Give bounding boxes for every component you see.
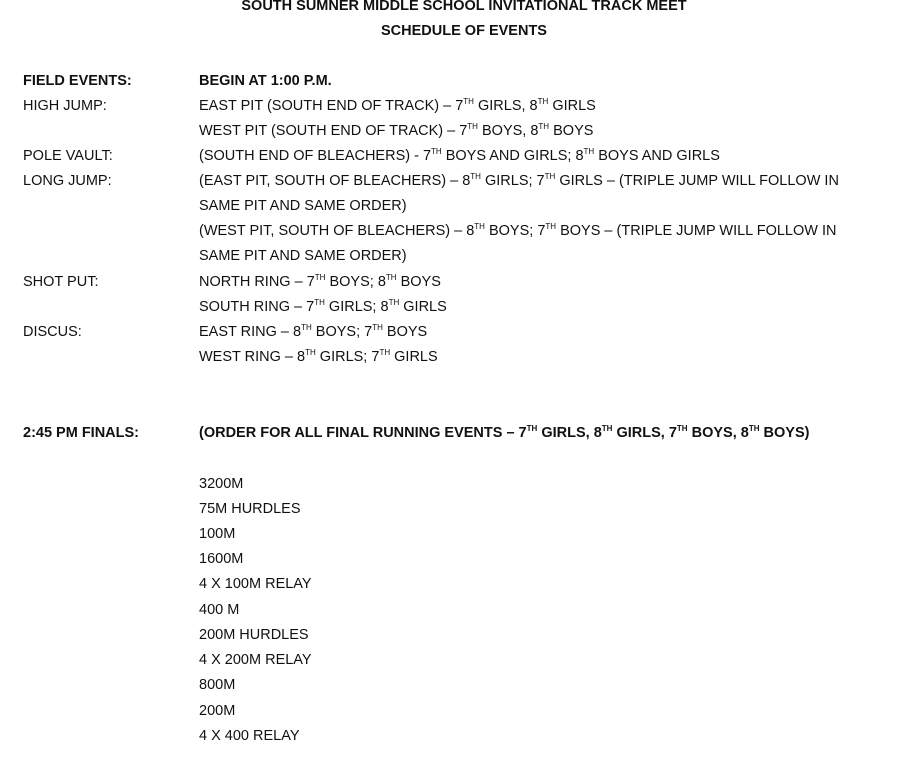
pole-vault-row — [0, 148, 898, 173]
long-jump-row-2 — [0, 198, 898, 223]
long-jump-label: LONG JUMP: — [23, 173, 112, 189]
shot-put-line-2: SOUTH RING – 7TH GIRLS; 8TH GIRLS — [199, 298, 447, 315]
final-event-item: 75M HURDLES — [199, 501, 301, 517]
shot-put-row — [0, 274, 898, 299]
final-event-item: 4 X 400 RELAY — [199, 728, 300, 744]
shot-put-row-2 — [0, 299, 898, 324]
high-jump-row-2 — [0, 123, 898, 148]
long-jump-line-4: SAME PIT AND SAME ORDER) — [199, 248, 407, 264]
final-event-item: 100M — [199, 526, 236, 542]
long-jump-line-2: SAME PIT AND SAME ORDER) — [199, 198, 407, 214]
high-jump-label: HIGH JUMP: — [23, 98, 107, 114]
final-event-item: 200M — [199, 703, 236, 719]
final-event-item: 800M — [199, 677, 236, 693]
finals-order: (ORDER FOR ALL FINAL RUNNING EVENTS – 7TH GIRLS, 8TH GIRLS, 7TH BOYS, 8TH BOYS) — [199, 424, 810, 441]
document-title: SOUTH SUMNER MIDDLE SCHOOL INVITATIONAL TRACK MEET — [241, 0, 687, 14]
pole-vault-line-1: (SOUTH END OF BLEACHERS) - 7TH BOYS AND GIRLS; 8TH BOYS AND GIRLS — [199, 147, 720, 164]
high-jump-row — [0, 98, 898, 123]
long-jump-line-1: (EAST PIT, SOUTH OF BLEACHERS) – 8TH GIRLS; 7TH GIRLS – (TRIPLE JUMP WILL FOLLOW IN — [199, 172, 839, 189]
final-event-item: 400 M — [199, 602, 240, 618]
discus-line-1: EAST RING – 8TH BOYS; 7TH BOYS — [199, 323, 428, 340]
discus-row-2 — [0, 349, 898, 374]
final-event-item: 200M HURDLES — [199, 627, 309, 643]
final-event-item: 4 X 200M RELAY — [199, 652, 312, 668]
final-event-item: 4 X 100M RELAY — [199, 576, 312, 592]
field-events-label: FIELD EVENTS: — [23, 73, 132, 89]
field-events-row — [0, 73, 898, 98]
high-jump-line-1: EAST PIT (SOUTH END OF TRACK) – 7TH GIRLS, 8TH GIRLS — [199, 97, 596, 114]
document-subtitle: SCHEDULE OF EVENTS — [381, 23, 547, 39]
long-jump-line-3: (WEST PIT, SOUTH OF BLEACHERS) – 8TH BOYS; 7TH BOYS – (TRIPLE JUMP WILL FOLLOW IN — [199, 222, 837, 239]
long-jump-row-3 — [0, 223, 898, 248]
shot-put-label: SHOT PUT: — [23, 274, 99, 290]
discus-row — [0, 324, 898, 349]
long-jump-row — [0, 173, 898, 198]
final-event-item: 1600M — [199, 551, 244, 567]
shot-put-line-1: NORTH RING – 7TH BOYS; 8TH BOYS — [199, 273, 441, 290]
high-jump-line-2: WEST PIT (SOUTH END OF TRACK) – 7TH BOYS, 8TH BOYS — [199, 122, 594, 139]
field-events-begin: BEGIN AT 1:00 P.M. — [199, 73, 332, 89]
long-jump-row-4 — [0, 248, 898, 273]
discus-label: DISCUS: — [23, 324, 82, 340]
discus-line-2: WEST RING – 8TH GIRLS; 7TH GIRLS — [199, 348, 438, 365]
finals-row — [0, 425, 898, 450]
finals-label: 2:45 PM FINALS: — [23, 425, 140, 441]
pole-vault-label: POLE VAULT: — [23, 148, 113, 164]
final-event-item: 3200M — [199, 476, 244, 492]
